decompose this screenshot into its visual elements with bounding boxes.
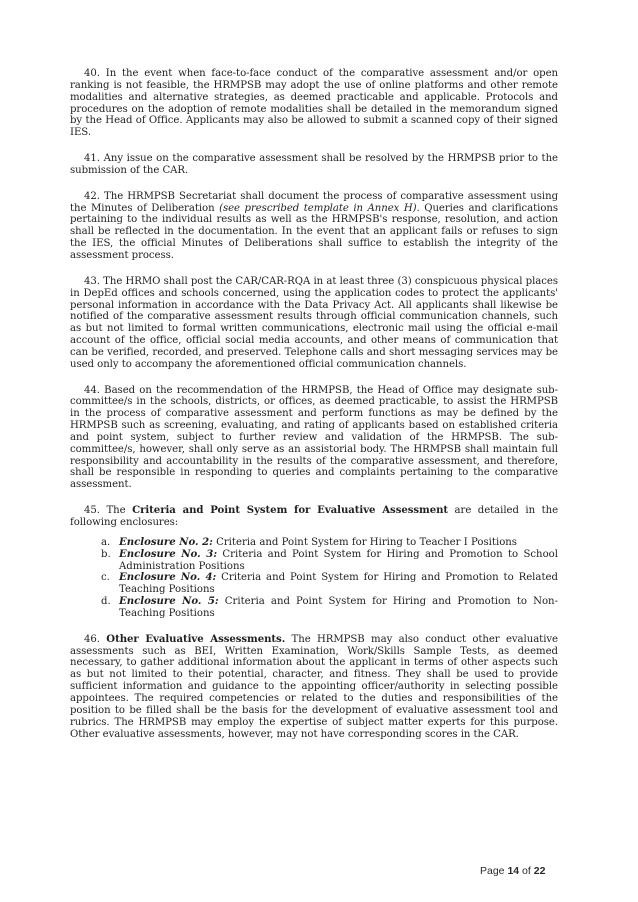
enclosure-letter: b. xyxy=(101,548,111,560)
paragraph-46-number: 46. xyxy=(84,633,107,645)
enclosure-description: Criteria and Point System for Hiring and Promotion to School Administration Positions xyxy=(119,548,558,572)
enclosure-letter: d. xyxy=(101,596,111,608)
enclosure-item xyxy=(70,549,558,573)
annex-h-reference: (see prescribed template in Annex H). xyxy=(219,202,420,214)
paragraph-44: 44. Based on the recommendation of the HRMPSB, the Head of Office may designate sub-committee/s in the schools, districts, or offices, as deemed practicable, to assist the HRMPSB in the process of comparative assessment and perform functions as may be defined by the HRMPSB such as screening, evaluating, and rating of applicants based on established criteria and point system, subject to further review and validation of the HRMPSB. The sub-committee/s, however, shall only serve as an assistorial body. The HRMPSB shall maintain full responsibility and accountability in the results of the comparative assessment, and therefore, shall be responsible in responding to queries and complaints pertaining to the comparative assessment. xyxy=(70,384,558,491)
paragraph-46 xyxy=(70,634,558,741)
page-of-label: of xyxy=(519,865,534,877)
paragraph-45-text-a: 45. The xyxy=(84,505,133,517)
current-page-number: 14 xyxy=(507,865,520,877)
enclosure-name: Enclosure No. 5: xyxy=(119,595,219,608)
paragraph-45 xyxy=(70,505,558,529)
enclosure-item xyxy=(70,572,558,596)
paragraph-42 xyxy=(70,191,558,262)
page-number-footer xyxy=(480,865,545,877)
paragraph-45-text-b: are detailed in the following enclosures: xyxy=(70,505,559,528)
paragraph-42-text-b: Queries and clarifications pertaining to the individual results as well as the HRMPSB's response, resolution, and action shall be reflected in the documentation. In the event that an applicant fails or refuses to sign the IES, the official Minutes of Deliberations shall suffice to establish the integrity of the assessment process. xyxy=(70,202,558,261)
enclosure-list xyxy=(70,537,558,620)
paragraph-43: 43. The HRMO shall post the CAR/CAR-RQA in at least three (3) conspicuous physical places in DepEd offices and schools concerned, using the application codes to protect the applicants' personal information in accordance with the Data Privacy Act. All applicants shall likewise be notified of the comparative assessment results through official communication channels, such as but not limited to formal written communications, electronic mail using the official e-mail account of the office, official social media accounts, and other means of communication that can be verified, recorded, and preserved. Telephone calls and short messaging services may be used only to accompany the aforementioned official communication channels. xyxy=(70,275,558,370)
document-body xyxy=(70,68,558,754)
enclosure-name: Enclosure No. 3: xyxy=(119,547,218,560)
paragraph-41: 41. Any issue on the comparative assessment shall be resolved by the HRMPSB prior to the submission of the CAR. xyxy=(70,153,558,176)
paragraph-46-text: The HRMPSB may also conduct other evaluative assessments such as BEI, Written Examination, Work/Skills Sample Tests, as deemed necessary, to gather additional information about the applicant in terms of other aspects such as but not limited to their potential, character, and fitness. They shall be used to provide sufficient information and guidance to the appointing officer/authority in selecting possible appointees. The required competencies or related to the duties and responsibilities of the position to be filled shall be the basis for the development of evaluative assessment tool and rubrics. The HRMPSB may employ the expertise of subject matter experts for this purpose. Other evaluative assessments, however, may not have corresponding scores in the CAR. xyxy=(70,633,559,740)
paragraph-42-text-a: 42. The HRMPSB Secretariat shall document the process of comparative assessment using the Minutes of Deliberation xyxy=(70,190,558,214)
other-assessments-heading: Other Evaluative Assessments. xyxy=(106,632,286,645)
total-page-count: 22 xyxy=(533,865,546,877)
paragraph-40: 40. In the event when face-to-face conduct of the comparative assessment and/or open ranking is not feasible, the HRMPSB may adopt the use of online platforms and other remote modalities and alternative strategies, as deemed practicable and applicable. Protocols and procedures on the adoption of remote modalities shall be detailed in the memorandum signed by the Head of Office. Applicants may also be allowed to submit a scanned copy of their signed IES. xyxy=(70,68,558,139)
criteria-heading: Criteria and Point System for Evaluative Assessment xyxy=(132,504,449,517)
enclosure-letter: c. xyxy=(101,572,110,584)
enclosure-letter: a. xyxy=(101,536,111,548)
enclosure-description: Criteria and Point System for Hiring and Promotion to Non-Teaching Positions xyxy=(119,596,558,619)
enclosure-name: Enclosure No. 2: xyxy=(119,535,213,548)
enclosure-description: Criteria and Point System for Hiring and Promotion to Related Teaching Positions xyxy=(119,572,558,596)
enclosure-name: Enclosure No. 4: xyxy=(119,571,217,584)
page-label: Page xyxy=(480,865,508,877)
enclosure-description: Criteria and Point System for Hiring to Teacher I Positions xyxy=(212,536,518,548)
enclosure-item xyxy=(70,596,558,620)
